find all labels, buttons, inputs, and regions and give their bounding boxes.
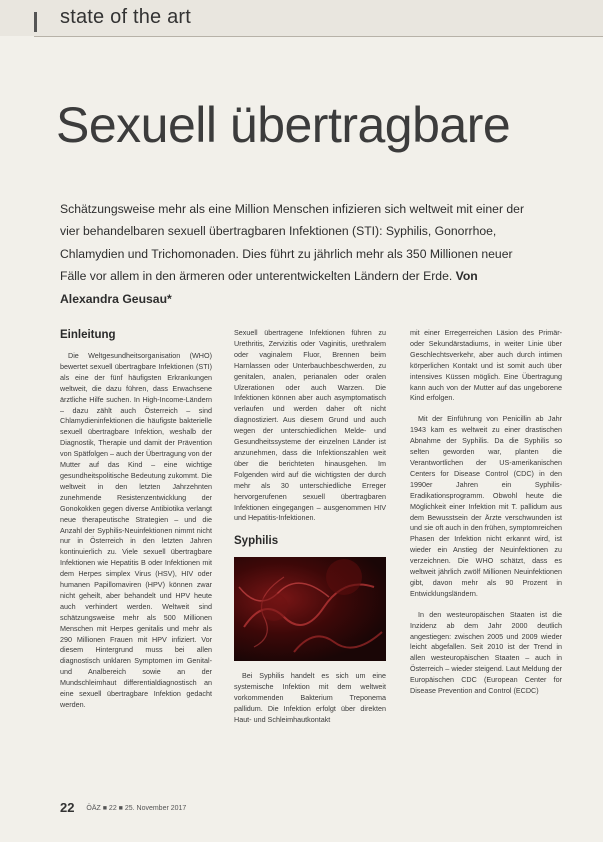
paragraph: mit einer Erregerreichen Läsion des Primär- oder Sekundärstadiums, in weiter Linie über Geschlechtsverkehr, aber auch durch intimen körperlichen Kontakt und ist somit auch über intensives Küssen möglich. Eine Übertragung kann auch von der Mutter auf das ungeborene Kind erfolgen. xyxy=(410,328,562,403)
page-number: 22 xyxy=(60,800,75,815)
paragraph: Sexuell übertragene Infektionen führen zu Urethritis, Zervizitis oder Vaginitis, urethralem oder vaginalem Fluor, Brennen beim Harnlassen oder Unterbauchbeschwerden, zu genitalen, analen, perianalen oder oralen Ulzerationen oder auch Warzen. Die Infektionen können aber auch asymptomatisch verlaufen und werden daher oft nicht diagnostiziert. Aus diesem Grund und auch wegen der unterschiedlichen Melde- und Gesundheitssysteme der einzelnen Länder ist anzunehmen, dass die Infektionszahlen weit über die berichteten hinausgehen. Im Folgenden wird auf die wichtigsten der durch mehr als 30 unterschiedliche Erreger hervorgerufenen sexuell übertragbaren Infektionen eingegangen – ausgenommen HIV und Hepatitis-Infektionen. xyxy=(234,328,386,523)
article-lead xyxy=(60,198,535,310)
heading-einleitung: Einleitung xyxy=(60,329,116,341)
journal-issue: ÖÄZ ■ 22 ■ 25. November 2017 xyxy=(86,805,187,812)
paragraph: In den westeuropäischen Staaten ist die Inzidenz ab dem Jahr 2000 deutlich angestiegen: zwischen 2005 und 2009 wieder leicht abgefallen. Seit 2010 ist der Trend in allen westeuropäischen Staaten – auch in Österreich – wieder steigend. Laut Meldung der Europäischen CDC (European Center for Disease Prevention and Control (ECDC) xyxy=(410,609,562,696)
heading-syphilis: Syphilis xyxy=(234,535,279,548)
paragraph: Mit der Einführung von Penicillin ab Jahr 1943 kam es weltweit zu einer drastischen Abnahme der Syphilis. Da die Syphilis so selten geworden war, planten die Verantwortlichen der US-amerikanischen Centers for Disease Control (CDC) in den 1990er Jahren ein Syphilis-Eradikationsprogramm. Obwohl heute die Möglichkeit einer Infektion mit T. pallidum aus dem Bewusstsein der Ärzte verschwunden ist und sie oft auch in den frühen, symptomreichen Phasen der Infektion nicht erkannt wird, ist wieder ein Anstieg der Neuinfektionen zu verzeichnen. Die WHO schätzt, dass es weltweit jährlich zwölf Millionen Neuinfektionen gibt, davon mehr als 90 Prozent in Entwicklungsländern. xyxy=(410,414,562,598)
author-byline: Von Alexandra Geusau* xyxy=(60,269,478,306)
bacteria-illustration xyxy=(234,557,386,661)
header-marker xyxy=(34,12,37,32)
column-2 xyxy=(234,328,386,736)
article-title: Sexuell übertragbare xyxy=(56,97,511,153)
header-divider xyxy=(34,36,603,37)
bacteria-photo xyxy=(234,557,386,661)
page-footer xyxy=(60,800,186,815)
paragraph: Bei Syphilis handelt es sich um eine systemische Infektion mit dem weltweit vorkommenden Bakterium Treponema pallidum. Die Infektion erfolgt über direkten Haut- und Schleimhautkontakt xyxy=(234,671,386,724)
column-1 xyxy=(60,328,212,721)
section-label: state of the art xyxy=(60,6,192,28)
paragraph: Die Weltgesundheitsorganisation (WHO) bewertet sexuell übertragbare Infektionen (STI) als eine der fünf häufigsten Erkrankungen weltweit, die dazu führen, dass Erwachsene ärztliche Hilfe suchen. In High-Income-Ländern – dazu zählt auch Österreich – sind Chlamydieninfektionen die häufigste bakterielle sexuell übertragbare Infektion, weshalb der Diagnostik, Therapie und damit der Prävention von Spätfolgen – auch der Übertragung von der Mutter auf das Kind – eine wichtige gesundheitspolitische Bedeutung zukommt. Die weltweit in den letzten Jahrzehnten zunehmende Resistenzentwicklung der Gonokokken gegen diverse Antibiotika verlangt neue therapeutische Strategien – und die Anzahl der Syphilis-Neuinfektionen nimmt nicht nur in Österreich in den letzten Jahren kontinuierlich zu. Viele sexuell übertragbare Infektionen wie Hepatitis B oder Infektionen mit dem Herpes simplex Virus (HSV), HIV oder humanen Papillomaviren (HPV) können zwar nicht geheilt, aber behandelt und HPV heute auch verhindert werden. Weltweit sind schätzungsweise mehr als 500 Millionen Menschen mit Herpes genitalis und mehr als 290 Millionen Frauen mit HPV infiziert. Vor diesem Hintergrund muss bei allen diagnostisch unklaren Symptomen im Genital- und Analbereich sowie an der Mundschleimhaut differentialdiagnostisch an eine sexuell übertragbare Infektion gedacht werden. xyxy=(60,351,212,709)
column-3 xyxy=(410,328,562,707)
lead-text: Schätzungsweise mehr als eine Million Menschen infizieren sich weltweit mit einer der vier behandelbaren sexuell übertragbaren Infektionen (STI): Syphilis, Gonorrhoe, Chlamydien und Trichomonaden. Dies führt zu jährlich mehr als 350 Millionen neuer Fälle vor allem in den ärmeren oder unterentwickelten Ländern der Erde. xyxy=(60,202,525,284)
